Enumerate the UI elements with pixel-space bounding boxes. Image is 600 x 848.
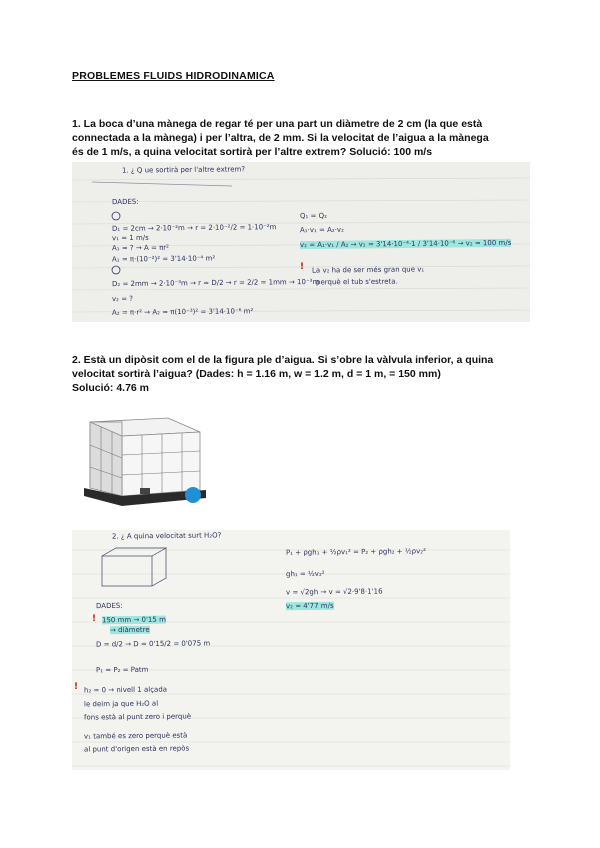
handwritten-notes-1 [72,162,530,322]
notes2-pressure: P₁ = P₂ = Patm [95,665,149,675]
notes1-v2: v₂ = ? [111,294,134,304]
notes2-radius: D = d/2 → D = 0'15/2 = 0'075 m [95,639,211,649]
problem-1-statement [72,117,532,159]
problem-1-line-3: és de 1 m/s, a quina velocitat sortirà per l’altre extrem? Solució: 100 m/s [72,146,433,158]
notes2-heading: 2. ¿ A quina velocitat surt H₂O? [111,531,222,541]
notes1-d2: D₂ = 2mm → 2·10⁻³m → r = D/2 → r = 2/2 = 1mm → 10⁻³m [111,277,320,289]
notes2-h2-explain-1: le deim ja que H₂O al [83,699,159,709]
problem-2-line-1: 2. Està un dipòsit com el de la figura ple d’aigua. Si s’obre la vàlvula inferior, a quina [72,354,494,366]
notes2-v1-explain-2: al punt d'origen està en repòs [83,744,190,754]
warning-marker: ! [73,681,79,693]
document-title: PROBLEMES FLUIDS HIDRODINAMICA [72,70,275,82]
notes2-velocity-formula: v = √2gh → v = √2·9'8·1'16 [285,587,383,597]
notes2-bernoulli: P₁ + ρgh₁ + ½ρv₁² = P₂ + ρgh₂ + ½ρv₂² [285,547,426,557]
notes1-flow: A₁·v₁ = A₂·v₂ [299,225,344,235]
warning-marker: ! [299,261,305,273]
notes1-v1: v₁ = 1 m/s [111,233,149,243]
problem-2-line-3: Solució: 4.76 m [72,382,150,394]
notes1-remark-2: perquè el tub s'estreta. [315,277,398,287]
notes2-h2: h₂ = 0 → nivell 1 alçada [83,685,168,695]
notes2-result: v₂ = 4'77 m/s [285,601,334,611]
notes1-continuity: Q₁ = Q₂ [299,211,327,221]
problem-2-statement [72,353,532,395]
notes1-result: v₂ = A₁·v₁ / A₂ → v₂ = 3'14·10⁻⁴·1 / 3'14·10⁻⁶ → v₂ = 100 m/s [299,238,512,250]
warning-marker: ! [91,613,97,625]
notes2-h2-explain-2: fons està al punt zero i perquè [83,712,192,722]
problem-1-line-1: 1. La boca d’una mànega de regar té per una part un diàmetre de 2 cm (la que està [72,118,483,130]
problem-2-line-2: velocitat sortirà l’aigua? (Dades: h = 1.16 m, w = 1.2 m, d = 1 m, = 150 mm) [72,368,441,380]
notes1-d1: D₁ = 2cm → 2·10⁻²m → r = 2·10⁻²/2 = 1·10⁻²m [111,223,277,233]
notes2-simplified: gh₁ = ½v₂² [285,569,325,579]
notes1-a1-value: A₁ = π·(10⁻²)² = 3'14·10⁻⁴ m² [111,254,216,264]
notes2-data-label: DADES: [95,601,123,611]
notes1-data-label: DADES: [111,197,139,207]
notes2-v1-explain-1: v₁ també es zero perquè està [83,731,188,741]
notes1-a1-formula: A₁ = ? → A = πr² [111,243,169,253]
problem-1-line-2: connectada a la mànega) i per l’altra, de 2 mm. Si la velocitat de l’aigua a la mànega [72,132,489,144]
notes2-diameter-note: → diàmetre [109,625,150,635]
notes2-diameter: 150 mm → 0'15 m [101,615,166,625]
water-tap-icon [185,487,201,503]
notes1-a2: A₂ = π·r² → A₂ = π(10⁻³)² = 3'14·10⁻⁶ m² [111,307,254,317]
notes1-heading: 1. ¿ Q ue sortirà per l'altre extrem? [121,165,246,175]
handwritten-notes-2 [72,530,510,770]
notes1-remark-1: La v₂ ha de ser més gran que v₁ [311,265,425,275]
